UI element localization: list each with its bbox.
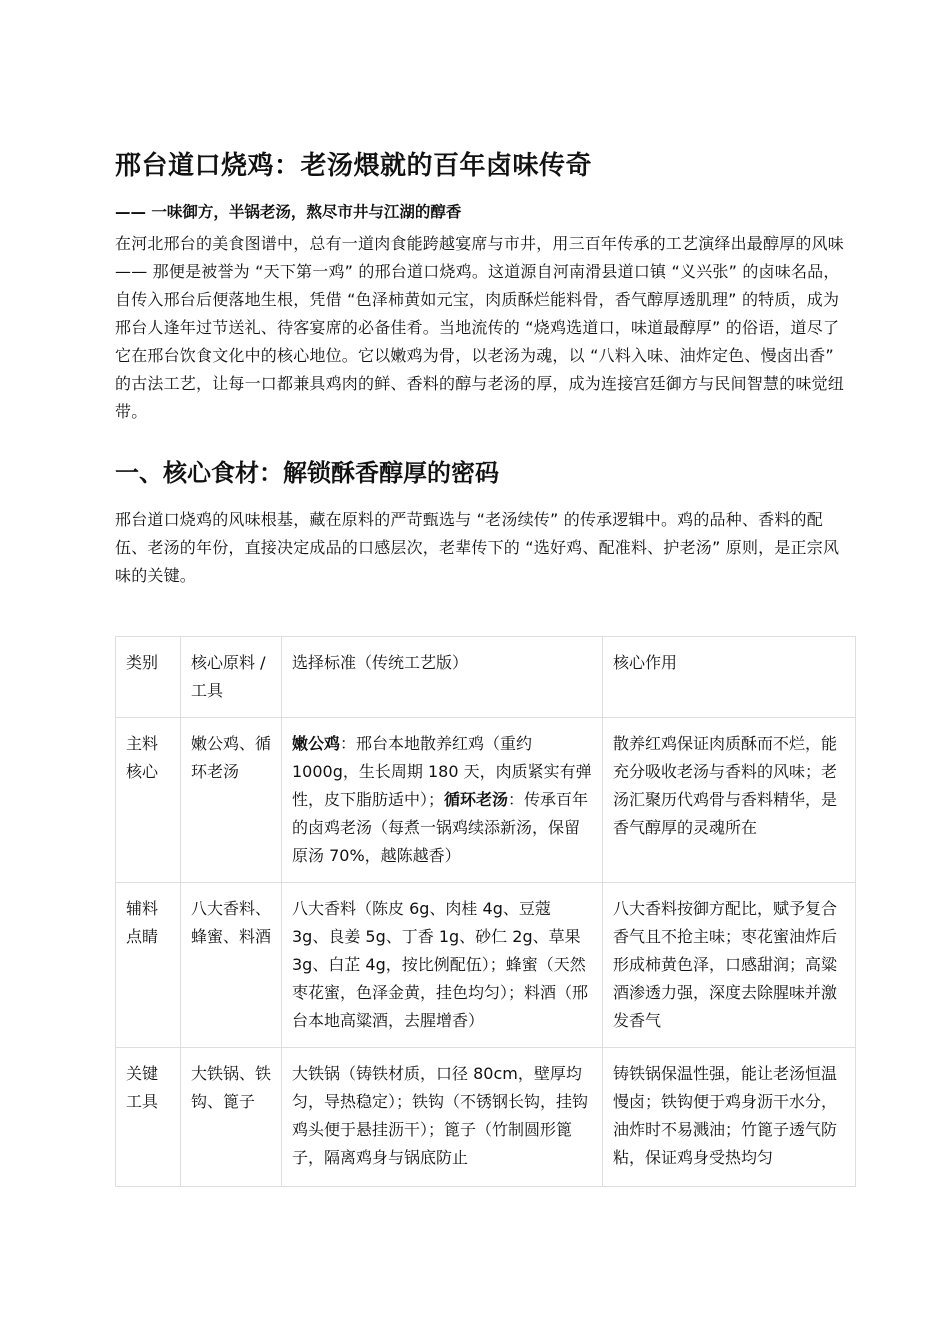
cell-standard: 八大香料（陈皮 6g、肉桂 4g、豆蔻 3g、良姜 5g、丁香 1g、砂仁 2g、草果 3g、白芷 4g，按比例配伍）；蜂蜜（天然枣花蜜，色泽金黄，挂色均匀）；料酒（邢台本地高粱酒，去腥增香） (282, 883, 603, 1048)
cell-materials: 八大香料、蜂蜜、料酒 (181, 883, 282, 1048)
cell-category: 辅料点睛 (116, 883, 181, 1048)
table-row (116, 1048, 856, 1187)
cell-materials (181, 1048, 282, 1187)
table-row (116, 718, 856, 883)
table-header-row (116, 637, 856, 718)
header-cell-effect: 核心作用 (603, 637, 856, 718)
cell-standard (282, 1048, 603, 1187)
cell-category (116, 1048, 181, 1187)
table-row (116, 883, 856, 1048)
cell-materials: 嫩公鸡、循环老汤 (181, 718, 282, 883)
cell-effect: 散养红鸡保证肉质酥而不烂，能充分吸收老汤与香料的风味；老汤汇聚历代鸡骨与香料精华，是香气醇厚的灵魂所在 (603, 718, 856, 883)
cell-text: 大铁锅（铸铁材质，口径 80cm，壁厚均匀，导热稳定）；铁钩（不锈钢长钩，挂钩鸡头便于悬挂沥干）；篦子（竹制圆形篦子，隔离鸡身与锅底防止 (292, 1064, 589, 1167)
ingredients-table (115, 636, 856, 1187)
page-subtitle: —— 一味御方，半锅老汤，熬尽市井与江湖的醇香 (115, 203, 462, 221)
header-cell-category: 类别 (116, 637, 181, 718)
cell-category: 主料核心 (116, 718, 181, 883)
header-cell-standard: 选择标准（传统工艺版） (282, 637, 603, 718)
intro-paragraph: 在河北邢台的美食图谱中，总有一道肉食能跨越宴席与市井，用三百年传承的工艺演绎出最醇厚的风味 —— 那便是被誉为 “天下第一鸡” 的邢台道口烧鸡。这道源自河南滑县道口镇 “义兴张” 的卤味名品，自传入邢台后便落地生根，凭借 “色泽柿黄如元宝，肉质酥烂能料骨，香气醇厚透肌理” 的特质，成为邢台人逢年过节送礼、待客宴席的必备佳肴。当地流传的 “烧鸡选道口，味道最醇厚” 的俗语，道尽了它在邢台饮食文化中的核心地位。它以嫩鸡为骨，以老汤为魂，以 “八料入味、油炸定色、慢卤出香” 的古法工艺，让每一口都兼具鸡肉的鲜、香料的醇与老汤的厚，成为连接宫廷御方与民间智慧的味觉纽带。 (115, 234, 845, 421)
bold-term: 循环老汤 (444, 790, 509, 809)
section-heading: 一、核心食材：解锁酥香醇厚的密码 (115, 459, 499, 487)
cell-text: 大铁锅、铁钩、篦子 (191, 1064, 271, 1111)
standard-text: ：邢台本地散养红鸡（重约 1000g，生长周期 180 天，肉质紧实有弹性，皮下脂肪适中）； (292, 734, 592, 809)
cell-standard (282, 718, 603, 883)
cell-text: 铸铁锅保温性强，能让老汤恒温慢卤；铁钩便于鸡身沥干水分，油炸时不易溅油；竹篦子透气防粘，保证鸡身受热均匀 (613, 1064, 838, 1167)
document-page (115, 148, 855, 1187)
cell-effect (603, 1048, 856, 1187)
header-cell-materials: 核心原料 / 工具 (181, 637, 282, 718)
standard-text: ：传承百年的卤鸡老汤（每煮一锅鸡续添新汤，保留原汤 70%，越陈越香） (292, 790, 589, 865)
page-title: 邢台道口烧鸡：老汤煨就的百年卤味传奇 (115, 151, 593, 181)
bold-term: 嫩公鸡 (292, 734, 341, 753)
section-paragraph: 邢台道口烧鸡的风味根基，藏在原料的严苛甄选与 “老汤续传” 的传承逻辑中。鸡的品种、香料的配伍、老汤的年份，直接决定成品的口感层次，老辈传下的 “选好鸡、配准料、护老汤” 原则，是正宗风味的关键。 (115, 510, 840, 585)
cell-text: 关键工具 (126, 1064, 159, 1111)
cell-effect: 八大香料按御方配比，赋予复合香气且不抢主味；枣花蜜油炸后形成柿黄色泽，口感甜润；高粱酒渗透力强，深度去除腥味并激发香气 (603, 883, 856, 1048)
